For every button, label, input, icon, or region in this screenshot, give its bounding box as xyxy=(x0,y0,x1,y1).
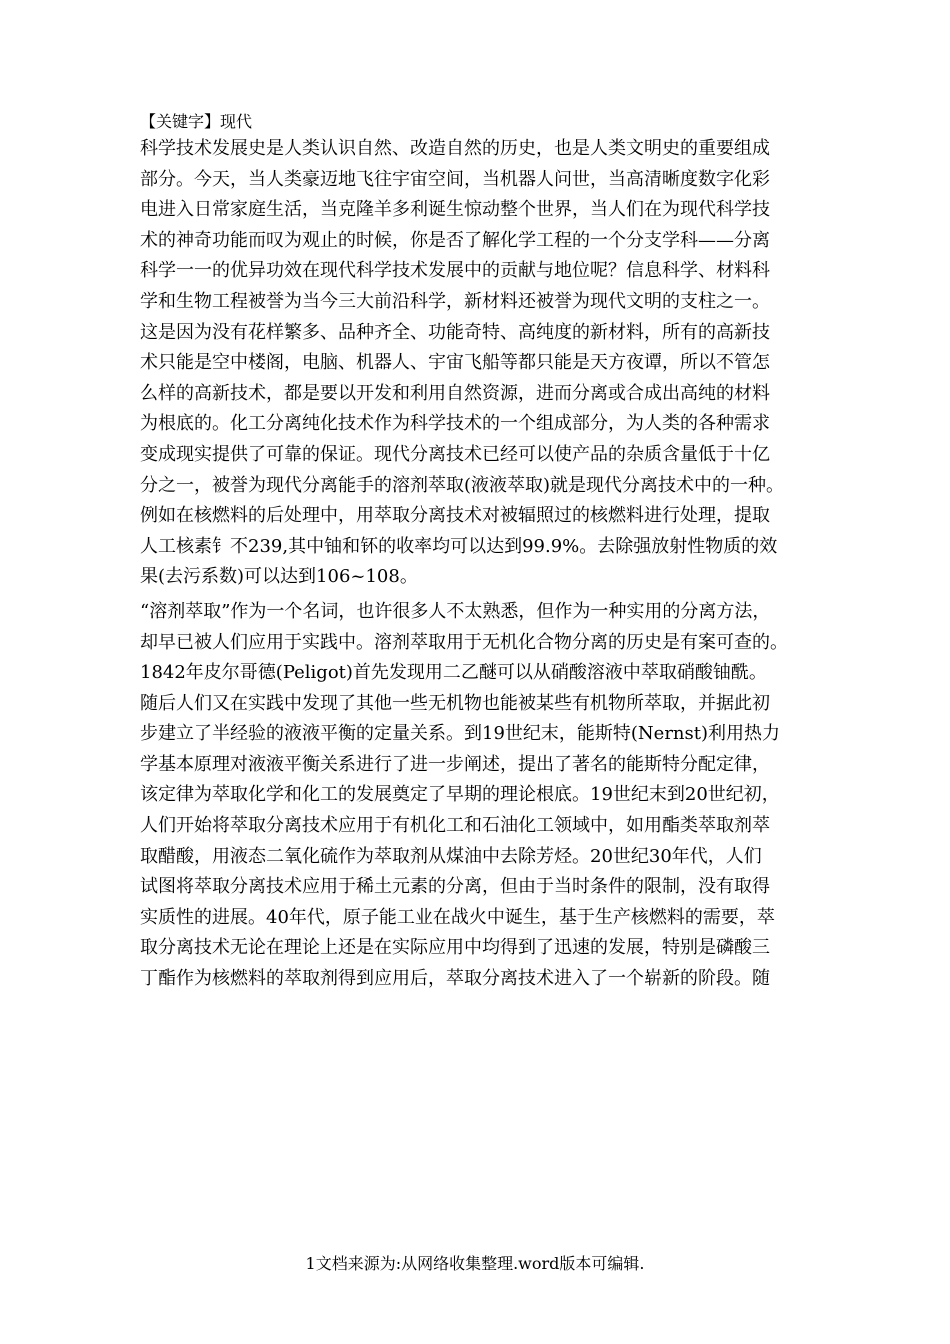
text-line: 术只能是空中楼阁，电脑、机器人、宇宙飞船等都只能是天方夜谭，所以不管怎 xyxy=(140,352,770,374)
text-line: 试图将萃取分离技术应用于稀土元素的分离，但由于当时条件的限制，没有取得 xyxy=(140,876,770,898)
text-line: 实质性的进展。40年代，原子能工业在战火中诞生，基于生产核燃料的需要，萃 xyxy=(140,906,775,928)
text-line: 取分离技术无论在理论上还是在实际应用中均得到了迅速的发展，特别是磷酸三 xyxy=(140,937,770,959)
text-line: 分之一，被誉为现代分离能手的溶剂萃取(液液萃取)就是现代分离技术中的一种。 xyxy=(140,474,785,496)
text-line: 人们开始将萃取分离技术应用于有机化工和石油化工领域中，如用酯类萃取剂萃 xyxy=(140,815,770,837)
paragraph-1 xyxy=(140,134,820,593)
text-line: 却早已被人们应用于实践中。溶剂萃取用于无机化合物分离的历史是有案可查的。 xyxy=(140,631,788,653)
text-line: “溶剂萃取”作为一个名词，也许很多人不太熟悉，但作为一种实用的分离方法， xyxy=(140,600,771,622)
keywords-line: 【关键字】现代 xyxy=(140,112,253,131)
document-body xyxy=(140,112,820,995)
text-line: 变成现实提供了可靠的保证。现代分离技术已经可以使产品的杂质含量低于十亿 xyxy=(140,443,770,465)
text-line: 学基本原理对液液平衡关系进行了进一步阐述，提出了著名的能斯特分配定律， xyxy=(140,753,770,775)
text-line: 为根底的。化工分离纯化技术作为科学技术的一个组成部分，为人类的各种需求 xyxy=(140,413,770,435)
text-line: 步建立了半经验的液液平衡的定量关系。到19世纪末，能斯特(Nernst)利用热力 xyxy=(140,723,781,745)
text-line: 部分。今天，当人类豪迈地飞往宇宙空间，当机器人问世，当高清晰度数字化彩 xyxy=(140,168,770,190)
text-line: 随后人们又在实践中发现了其他一些无机物也能被某些有机物所萃取，并据此初 xyxy=(140,692,770,714)
text-line: 该定律为萃取化学和化工的发展奠定了早期的理论根底。19世纪末到20世纪初， xyxy=(140,784,780,806)
text-line: 1842年皮尔哥德(Peligot)首先发现用二乙醚可以从硝酸溶液中萃取硝酸铀酰。 xyxy=(140,662,767,684)
text-line: 科学技术发展史是人类认识自然、改造自然的历史，也是人类文明史的重要组成 xyxy=(140,138,770,159)
text-line: 学和生物工程被誉为当今三大前沿科学，新材料还被誉为现代文明的支柱之一。 xyxy=(140,290,770,312)
text-line: 么样的高新技术，都是要以开发和利用自然资源，进而分离或合成出高纯的材料 xyxy=(140,382,770,404)
text-line: 科学一一的优异功效在现代科学技术发展中的贡献与地位呢？信息科学、材料科 xyxy=(140,260,770,282)
text-line: 果(去污系数)可以达到106~108。 xyxy=(140,566,418,588)
text-line: 电进入日常家庭生活，当克隆羊多利诞生惊动整个世界，当人们在为现代科学技 xyxy=(140,199,770,221)
text-line: 例如在核燃料的后处理中，用萃取分离技术对被辐照过的核燃料进行处理，提取 xyxy=(140,505,770,527)
page-footer: 1文档来源为:从网络收集整理.word版本可编辑. xyxy=(305,1254,645,1273)
text-line: 术的神奇功能而叹为观止的时候，你是否了解化学工程的一个分支学科——分离 xyxy=(140,229,770,251)
paragraph-2 xyxy=(140,597,820,995)
text-line: 取醋酸，用液态二氧化硫作为萃取剂从煤油中去除芳烃。20世纪30年代，人们 xyxy=(140,845,762,867)
text-line: 这是因为没有花样繁多、品种齐全、功能奇特、高纯度的新材料，所有的高新技 xyxy=(140,321,770,343)
text-line: 丁酯作为核燃料的萃取剂得到应用后，萃取分离技术进入了一个崭新的阶段。随 xyxy=(140,968,770,990)
text-line: 人工核素钅不239,其中铀和钚的收率均可以达到99.9%。去除强放射性物质的效 xyxy=(140,535,778,557)
